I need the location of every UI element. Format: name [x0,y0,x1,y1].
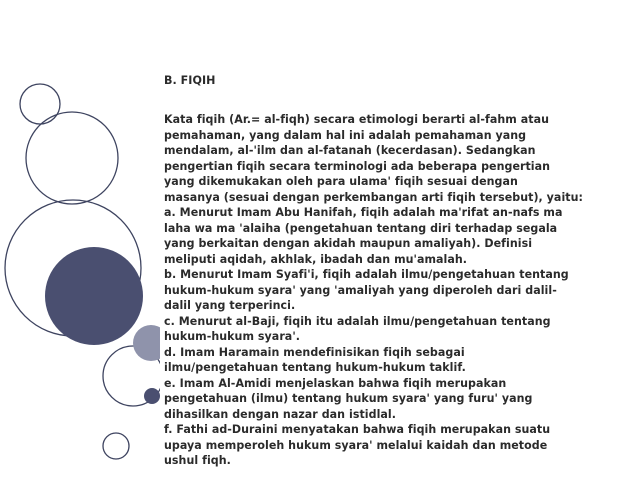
body-line: masanya (sesuai dengan perkembangan arti fiqih tersebut), yaitu: [164,190,583,204]
body-line: hukum-hukum syara' yang 'amaliyah yang diperoleh dari dalil- [164,283,557,297]
body-line: dihasilkan dengan nazar dan istidlal. [164,407,396,421]
body-line: Kata fiqih (Ar.= al-fiqh) secara etimologi berarti al-fahm atau [164,113,550,126]
body-line: meliputi aqidah, akhlak, ibadah dan mu'amalah. [164,252,468,266]
body-line: ilmu/pengetahuan tentang hukum-hukum taklif. [164,361,466,375]
body-line: a. Menurut Imam Abu Hanifah, fiqih adalah ma'rifat an-nafs ma [164,206,563,220]
body-line: f. Fathi ad-Duraini menyatakan bahwa fiqih merupakan suatu [164,423,551,437]
slide-content [164,0,634,479]
filled-circle-main [45,247,143,345]
body-line: mendalam, al-'ilm dan al-fatanah (kecerdasan). Sedangkan [164,144,536,158]
body-line: d. Imam Haramain mendefinisikan fiqih sebagai [164,345,465,359]
body-line: c. Menurut al-Baji, fiqih itu adalah ilmu/pengetahuan tentang [164,314,551,328]
decorative-circles [0,0,160,479]
body-line: dalil yang terperinci. [164,299,296,313]
body-line: hukum-hukum syara'. [164,330,300,344]
body-line: e. Imam Al-Amidi menjelaskan bahwa fiqih merupakan [164,376,507,390]
outline-circle-big [26,112,118,204]
filled-circle-light [133,325,160,361]
outline-circle-top [20,84,60,124]
body-line: pengertian fiqih secara terminologi ada beberapa pengertian [164,159,551,173]
body-line: laha wa ma 'alaiha (pengetahuan tentang diri terhadap segala [164,221,558,235]
slide-body [164,112,634,469]
body-line: upaya memperoleh hukum syara' melalui kaidah dan metode [164,438,548,452]
body-line: pengetahuan (ilmu) tentang hukum syara' yang furu' yang [164,392,533,406]
outline-circle-small [103,433,129,459]
body-line: b. Menurut Imam Syafi'i, fiqih adalah ilmu/pengetahuan tentang [164,268,569,282]
body-line: pemahaman, yang dalam hal ini adalah pemahaman yang [164,128,527,142]
filled-circle-dot [144,388,160,404]
slide-heading: B. FIQIH [164,74,216,87]
body-line: ushul fiqh. [164,454,231,468]
body-line: yang berkaitan dengan akidah maupun amaliyah). Definisi [164,237,533,251]
body-line: yang dikemukakan oleh para ulama' fiqih sesuai dengan [164,175,518,189]
